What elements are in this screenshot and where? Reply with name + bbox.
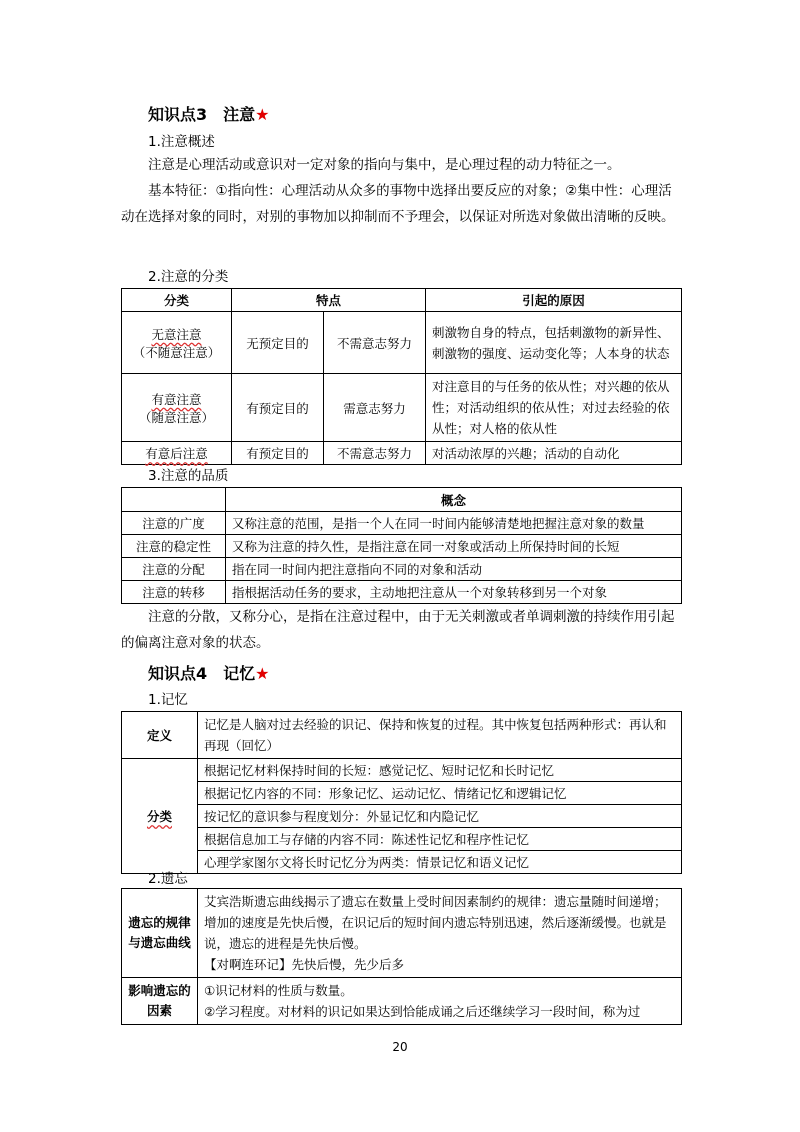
table-row [122, 851, 682, 874]
column-header: 概念 [226, 488, 682, 512]
table-row [122, 442, 682, 465]
table-cell [122, 442, 232, 465]
table-row [122, 512, 682, 535]
row-label: 遗忘的规律与遗忘曲线 [122, 889, 198, 978]
attention-quality-table [121, 487, 682, 604]
cell-text: 分类 [146, 809, 172, 824]
cell-text: ②学习程度。对材料的识记如果达到恰能成诵之后还继续学习一段时间，称为过 [204, 1004, 641, 1019]
forgetting-table [121, 888, 682, 1025]
table-cell: 有预定目的 [232, 442, 324, 465]
section-heading-kp3 [148, 102, 269, 125]
table-cell: 注意的广度 [122, 512, 226, 535]
table-cell: 注意的稳定性 [122, 535, 226, 558]
subsection-title: 2.遗忘 [148, 871, 188, 887]
memory-tip: 【对啊连环记】先快后慢，先少后多 [204, 957, 405, 972]
table-row [122, 759, 682, 782]
table-row [122, 558, 682, 581]
table-cell: 不需意志努力 [324, 312, 426, 374]
table-row [122, 828, 682, 851]
table-cell: 注意的分配 [122, 558, 226, 581]
table-header-row [122, 289, 682, 312]
star-icon: ★ [255, 664, 270, 683]
cell-text: 有意注意 [151, 391, 202, 407]
table-cell [198, 889, 682, 978]
table-cell: 注意的转移 [122, 581, 226, 604]
page-number: 20 [392, 1040, 408, 1054]
table-cell: 心理学家图尔文将长时记忆分为两类：情景记忆和语义记忆 [198, 851, 682, 874]
column-header: 分类 [122, 289, 232, 312]
table-cell: 不需意志努力 [324, 442, 426, 465]
heading-text: 知识点3 注意 [148, 105, 256, 124]
table-row [122, 712, 682, 759]
attention-classification-table [121, 288, 682, 465]
table-row [122, 805, 682, 828]
table-cell: 根据记忆内容的不同：形象记忆、运动记忆、情绪记忆和逻辑记忆 [198, 782, 682, 805]
table-cell: 按记忆的意识参与程度划分：外显记忆和内隐记忆 [198, 805, 682, 828]
table-cell [198, 978, 682, 1025]
table-row [122, 312, 682, 374]
table-row [122, 782, 682, 805]
table-cell [122, 312, 232, 374]
paragraph: 基本特征：①指向性：心理活动从众多的事物中选择出要反应的对象；②集中性：心理活动在选择对象的同时，对别的事物加以抑制而不予理会，以保证对所选对象做出清晰的反映。 [121, 183, 675, 225]
table-row [122, 535, 682, 558]
heading-text: 知识点4 记忆 [148, 664, 256, 683]
paragraph: 注意的分散，又称分心，是指在注意过程中，由于无关刺激或者单调刺激的持续作用引起的偏离注意对象的状态。 [121, 609, 675, 651]
table-cell: 指根据活动任务的要求，主动地把注意从一个对象转移到另一个对象 [226, 581, 682, 604]
table-cell: 记忆是人脑对过去经验的识记、保持和恢复的过程。其中恢复包括两种形式：再认和再现（回忆） [198, 712, 682, 759]
row-label: 影响遗忘的因素 [122, 978, 198, 1025]
subsection-title: 2.注意的分类 [148, 269, 229, 285]
column-header: 引起的原因 [426, 289, 682, 312]
table-cell: 有预定目的 [232, 374, 324, 442]
table-cell: 刺激物自身的特点，包括刺激物的新异性、刺激物的强度、运动变化等；人本身的状态 [426, 312, 682, 374]
table-row [122, 581, 682, 604]
row-label [122, 759, 198, 874]
cell-text: （不随意注意） [132, 344, 221, 360]
table-header-row [122, 488, 682, 512]
table-row [122, 374, 682, 442]
table-cell: 需意志努力 [324, 374, 426, 442]
table-cell: 对注意目的与任务的依从性；对兴趣的依从性；对活动组织的依从性；对过去经验的依从性；对人格的依从性 [426, 374, 682, 442]
subsection-title: 3.注意的品质 [148, 468, 229, 484]
table-row [122, 889, 682, 978]
table-cell: 无预定目的 [232, 312, 324, 374]
table-cell: 又称为注意的持久性，是指注意在同一对象或活动上所保持时间的长短 [226, 535, 682, 558]
table-cell: 根据记忆材料保持时间的长短：感觉记忆、短时记忆和长时记忆 [198, 759, 682, 782]
table-cell: 又称注意的范围，是指一个人在同一时间内能够清楚地把握注意对象的数量 [226, 512, 682, 535]
table-cell [122, 374, 232, 442]
table-cell: 指在同一时间内把注意指向不同的对象和活动 [226, 558, 682, 581]
row-label: 定义 [122, 712, 198, 759]
cell-text: 无意注意 [151, 326, 202, 342]
cell-text: 有意后注意 [145, 446, 208, 461]
section-heading-kp4 [148, 661, 269, 684]
paragraph: 注意是心理活动或意识对一定对象的指向与集中，是心理过程的动力特征之一。 [148, 157, 621, 173]
memory-table [121, 711, 682, 874]
subsection-title: 1.记忆 [148, 692, 188, 708]
subsection-title: 1.注意概述 [148, 134, 215, 150]
cell-text: 艾宾浩斯遗忘曲线揭示了遗忘在数量上受时间因素制约的规律：遗忘量随时间递增；增加的速度是先快后慢，在识记后的短时间内遗忘特别迅速，然后逐渐缓慢。也就是说，遗忘的进程是先快后慢。 [204, 894, 667, 951]
table-row [122, 978, 682, 1025]
column-header: 特点 [232, 289, 426, 312]
table-cell [122, 488, 226, 512]
cell-text: （随意注意） [138, 409, 214, 425]
cell-text: ①识记材料的性质与数量。 [204, 983, 353, 998]
star-icon: ★ [255, 105, 270, 124]
table-cell: 对活动浓厚的兴趣；活动的自动化 [426, 442, 682, 465]
table-cell: 根据信息加工与存储的内容不同：陈述性记忆和程序性记忆 [198, 828, 682, 851]
